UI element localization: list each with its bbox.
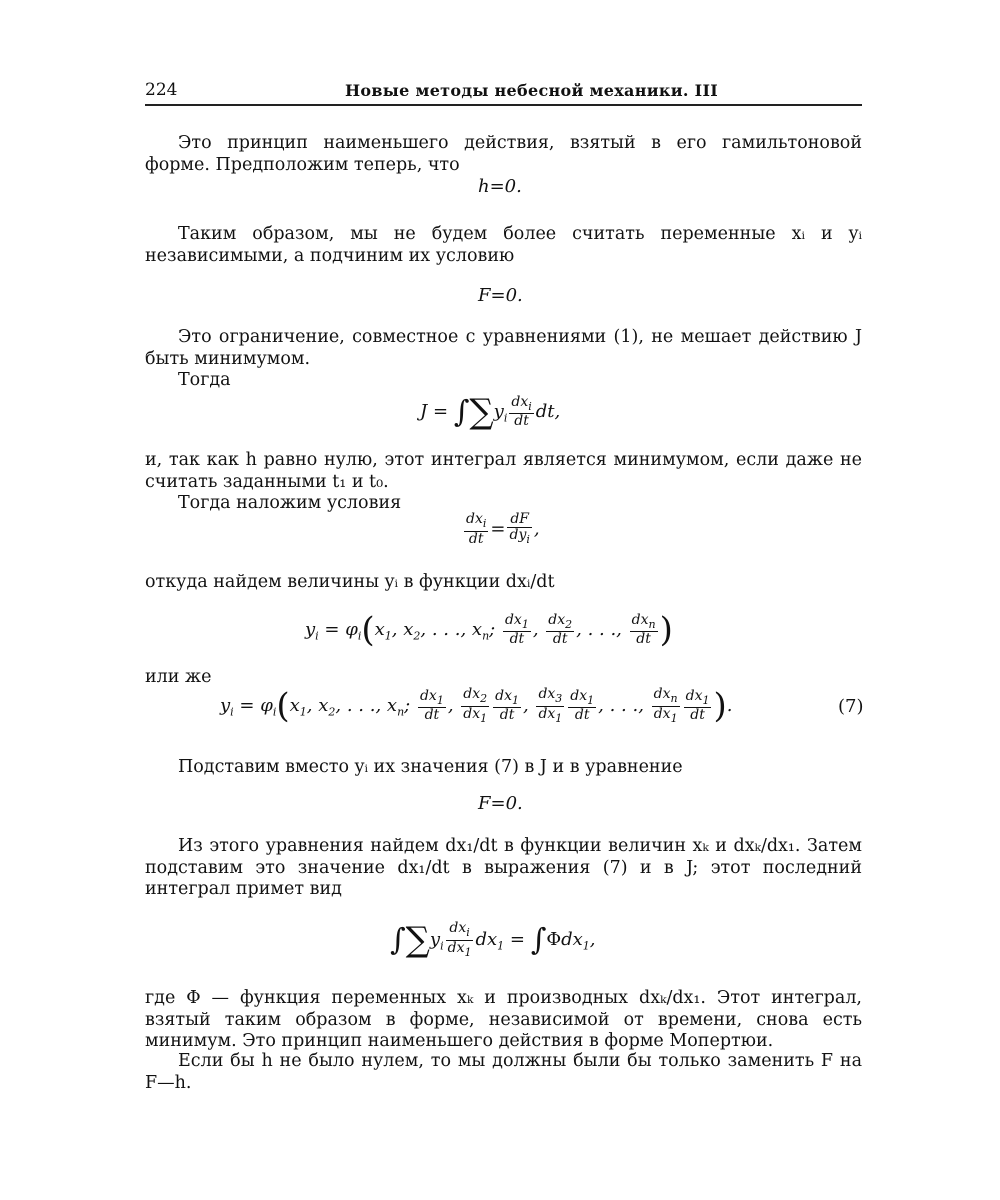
paragraph-10: Из этого уравнения найдем dx₁/dt в функции величин xₖ и dxₖ/dx₁. Затем подставим это значение dx₁/dt в выражения (7) и в J; этот последний интеграл примет вид bbox=[145, 836, 862, 899]
paragraph-9: Подставим вместо yᵢ их значения (7) в J и в уравнение bbox=[178, 757, 683, 777]
page-number: 224 bbox=[145, 80, 178, 100]
formula-F-zero-2: F=0. bbox=[478, 793, 523, 814]
header-rule bbox=[145, 104, 862, 106]
formula-y-phi-7: $y_i = \varphi_i(x_1$, $x_2$, . . ., $x_n$; $\frac{dx_1}{dt}$ , $\frac{dx_2}{dx_1}$ $\frac{dx_1}{dt}$ , $\frac{dx_3}{dx_1}$ $\frac{dx_1}{dt}$ , . . ., $\frac{dx_n}{dx_1}$ $\frac{dx_1}{dt}$ ). bbox=[220, 685, 733, 726]
paragraph-8: или же bbox=[145, 667, 212, 687]
paragraph-11: где Φ — функция переменных xₖ и производных dxₖ/dx₁. Этот интеграл, взятый таким образом в форме, независимой от времени, снова есть минимум. Это принцип наименьшего действия в форме Мопертюи. bbox=[145, 988, 862, 1051]
running-header-title: Новые методы небесной механики. III bbox=[345, 81, 719, 100]
paragraph-4: Тогда bbox=[178, 370, 231, 390]
formula-h-zero: h=0. bbox=[478, 176, 522, 197]
paragraph-5: и, так как h равно нулю, этот интеграл является минимумом, если даже не считать заданными t₁ и t₀. bbox=[145, 450, 862, 492]
paragraph-7: откуда найдем величины yᵢ в функции dxᵢ/dt bbox=[145, 572, 555, 592]
paragraph-1: Это принцип наименьшего действия, взятый в его гамильтоновой форме. Предположим теперь, что bbox=[145, 133, 862, 175]
paragraph-12: Если бы h не было нулем, то мы должны были бы только заменить F на F—h. bbox=[145, 1051, 862, 1093]
paragraph-2: Таким образом, мы не будем более считать переменные xᵢ и yᵢ независимыми, а подчиним их условию bbox=[145, 224, 862, 266]
formula-condition: $\frac{dx_i}{dt}$ = $\frac{dF}{dy_i}$ , bbox=[466, 511, 540, 547]
equation-number-7: (7) bbox=[838, 696, 864, 717]
formula-action-integral: $J = \int\sum y_i$ $\frac{dx_i}{dt}$ dt, bbox=[420, 392, 561, 432]
paragraph-3: Это ограничение, совместное с уравнениями (1), не мешает действию J быть минимумом. bbox=[145, 327, 862, 369]
formula-maupertuis-integral: $\int\sum y_i$ $\frac{dx_i}{dx_1}$ $dx_1 = \int\Phi dx_1$, bbox=[390, 919, 596, 960]
formula-F-zero: F=0. bbox=[478, 285, 523, 306]
paragraph-6: Тогда наложим условия bbox=[178, 493, 402, 513]
formula-y-phi-1: $y_i = \varphi_i(x_1$, $x_2$, . . ., $x_n$; $\frac{dx_1}{dt}$ , $\frac{dx_2}{dt}$ , . . ., $\frac{dx_n}{dt}$ ) bbox=[305, 610, 673, 650]
